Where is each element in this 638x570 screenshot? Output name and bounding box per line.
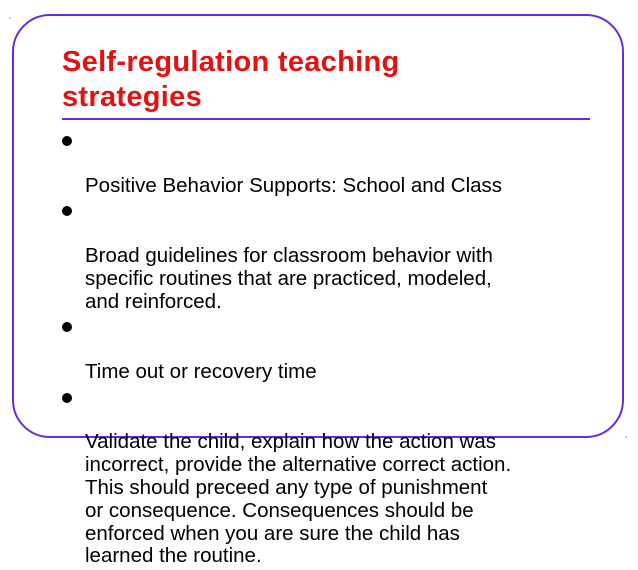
- bullet-list: [60, 129, 600, 570]
- bullet-dot-icon: [62, 206, 72, 216]
- corner-mark: [9, 17, 11, 19]
- bullet-dot-icon: [62, 393, 72, 403]
- slide-title: Self-regulation teaching strategies: [62, 46, 400, 113]
- title-underline: [62, 118, 590, 120]
- bullet-item: [60, 386, 600, 568]
- bullet-text: Time out or recovery time: [85, 359, 317, 383]
- bullet-dot-icon: [62, 136, 72, 146]
- bullet-item: [60, 199, 600, 313]
- bullet-text: Broad guidelines for classroom behavior with specific routines that are practiced, modeled, and reinforced.: [85, 243, 493, 313]
- bullet-text: Positive Behavior Supports: School and Class: [85, 173, 503, 197]
- bullet-dot-icon: [62, 322, 72, 332]
- corner-mark: [625, 436, 627, 438]
- bullet-item: [60, 129, 600, 197]
- bullet-item: [60, 315, 600, 383]
- bullet-text: Validate the child, explain how the action was incorrect, provide the alternative correct action. This should preceed any type of punishment or consequence. Consequences should be enforced when you are sure the child has learned the routine.: [85, 430, 512, 568]
